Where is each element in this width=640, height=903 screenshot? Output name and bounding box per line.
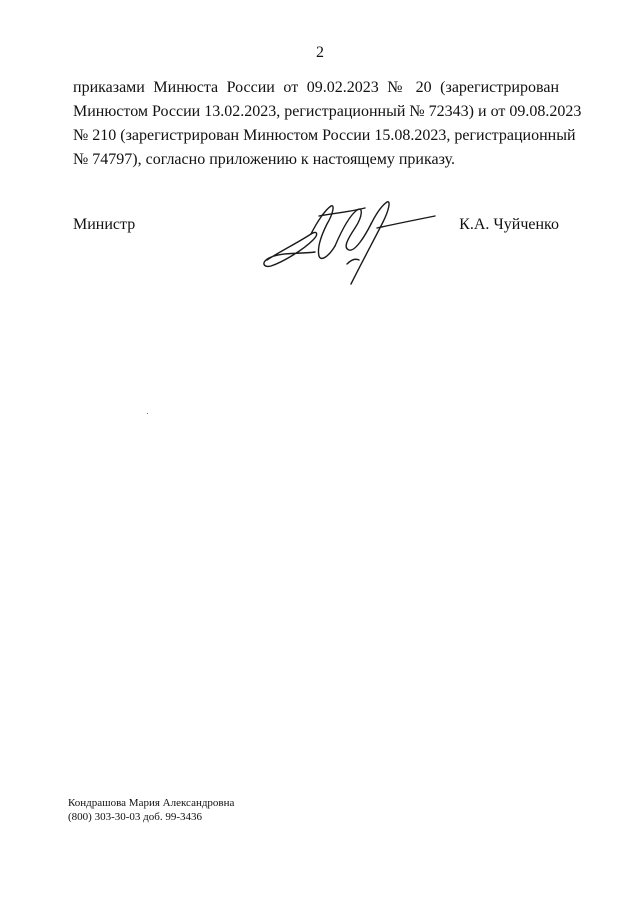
executor-name: Кондрашова Мария Александровна [68,797,235,809]
signer-position: Министр [73,216,136,233]
page-number: 2 [316,44,324,61]
signature-block [73,216,559,296]
scan-speck [147,413,148,414]
handwritten-signature [259,176,439,286]
executor-info [68,796,234,824]
body-line: № 74797), согласно приложению к настоящему приказу. [73,151,455,168]
signer-name: К.А. Чуйченко [459,216,559,233]
executor-phone: (800) 303-30-03 доб. 99-3436 [68,811,203,823]
order-body-paragraph [73,76,582,172]
body-line: № 210 (зарегистрирован Минюстом России 15.08.2023, регистрационный [73,127,576,144]
body-line: приказами Минюста России от 09.02.2023 № 20 (зарегистрирован [73,79,559,96]
body-line: Минюстом России 13.02.2023, регистрационный № 72343) и от 09.08.2023 [73,103,582,120]
